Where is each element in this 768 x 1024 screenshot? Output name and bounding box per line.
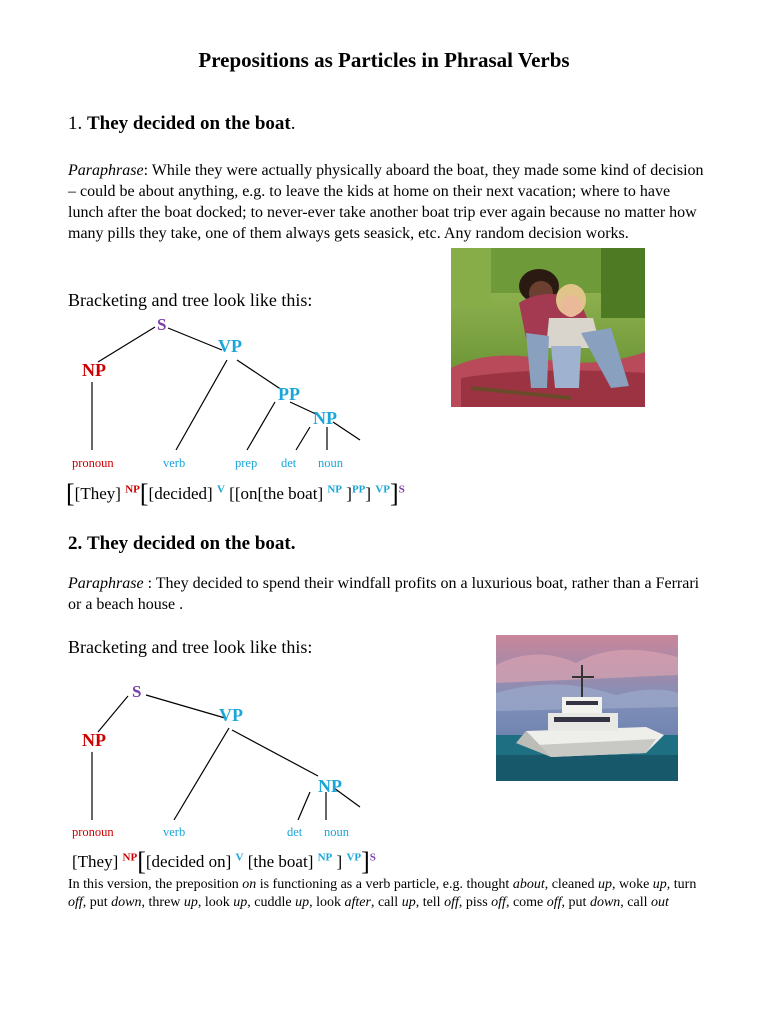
bracket-they: [They] <box>72 852 119 871</box>
particle-note <box>68 876 704 912</box>
note-particle: off <box>444 895 459 910</box>
page-title: Prepositions as Particles in Phrasal Verbs <box>198 48 570 72</box>
leaf-noun: noun <box>318 456 343 470</box>
example-2-paraphrase <box>68 573 704 615</box>
note-particle: off <box>491 895 506 910</box>
leaf-det: det <box>287 825 303 839</box>
note-particle: up <box>183 895 198 910</box>
branch-vp-pp <box>237 360 282 390</box>
note-text: , turn <box>666 877 697 892</box>
branch-s-vp <box>168 328 222 350</box>
note-text: , call <box>620 895 651 910</box>
branch-s-np <box>98 327 155 362</box>
label-vp: VP <box>375 483 390 496</box>
note-text: , call <box>370 895 402 910</box>
example-1-heading <box>68 113 296 135</box>
leaf-pronoun: pronoun <box>72 456 114 470</box>
syntax-tree-1 <box>0 310 768 470</box>
example-1-paraphrase <box>68 160 704 244</box>
note-particle: down <box>589 895 621 910</box>
note-particle: about <box>512 877 545 892</box>
bracket-open: [ <box>137 847 146 876</box>
note-particle: up <box>652 877 667 892</box>
note-particle: up <box>597 877 612 892</box>
bracket-open: [ <box>66 479 75 508</box>
bracketing-1 <box>66 478 405 508</box>
example-1-sentence: They decided on the boat <box>87 113 291 134</box>
node-s: S <box>157 315 167 334</box>
label-s: S <box>369 851 376 864</box>
label-vp: VP <box>346 851 362 864</box>
branch-s-vp <box>146 695 225 718</box>
example-2-lead: Bracketing and tree look like this: <box>68 637 313 657</box>
paraphrase-text: : They decided to spend their windfall profits on a luxurious boat, rather than a Ferrari or a beach house . <box>68 575 700 613</box>
label-pp: PP <box>351 483 366 496</box>
branch-vp-verb <box>176 360 227 450</box>
node-np-object: NP <box>313 408 337 428</box>
note-text: , cuddle <box>247 895 296 910</box>
node-vp: VP <box>218 336 242 356</box>
note-text: is functioning as a verb particle, e.g. thought <box>256 877 513 892</box>
bracket-open: [ <box>139 479 149 508</box>
branch-np-det <box>298 792 310 820</box>
bracket-decided: [decided] <box>148 484 213 503</box>
node-np: NP <box>82 730 106 750</box>
node-s: S <box>132 682 142 701</box>
note-text: In this version, the preposition <box>68 877 243 892</box>
leaf-verb: verb <box>163 825 186 839</box>
branch-np-det <box>296 427 310 450</box>
label-v: V <box>235 851 244 864</box>
label-np: NP <box>317 851 333 864</box>
leaf-det: det <box>281 456 297 470</box>
note-particle: after <box>344 895 371 910</box>
bracket-close: ] <box>390 479 399 508</box>
paraphrase-label: Paraphrase <box>68 575 144 592</box>
note-particle: up <box>295 895 310 910</box>
note-particle: up <box>401 895 416 910</box>
branch-np-extra <box>333 422 360 440</box>
paraphrase-text: : While they were actually physically aboard the boat, they made some kind of decision – could be about anything, e.g. to leave the kids at home on their next vacation; where to have lunch after the boat docked; to never-ever take another boat trip ever again because no matter how many pills they take, one of them always gets seasick, etc. Any random decision works. <box>68 162 704 242</box>
note-text: , look <box>197 895 234 910</box>
node-np: NP <box>82 360 106 380</box>
note-text: , put <box>561 895 590 910</box>
syntax-tree-2 <box>0 680 768 840</box>
note-text: , piss <box>458 895 492 910</box>
example-1-period: . <box>290 113 296 134</box>
branch-vp-verb <box>174 728 229 820</box>
bracket-close: ] <box>365 484 372 503</box>
branch-s-np <box>98 696 128 732</box>
leaf-prep: prep <box>235 456 258 470</box>
note-particle: off <box>68 895 83 910</box>
note-text: , tell <box>415 895 445 910</box>
note-text: , threw <box>141 895 184 910</box>
example-2-number: 2. <box>68 533 83 554</box>
note-text: , woke <box>611 877 653 892</box>
note-particle: out <box>651 895 669 910</box>
label-s: S <box>398 483 405 496</box>
example-1-lead: Bracketing and tree look like this: <box>68 290 313 310</box>
bracket-close: ] <box>361 847 370 876</box>
paraphrase-label: Paraphrase <box>68 162 144 179</box>
label-np: NP <box>125 483 140 496</box>
note-text: , cleaned <box>544 877 598 892</box>
note-text: , put <box>82 895 112 910</box>
note-particle: on <box>242 877 257 892</box>
leaf-noun: noun <box>324 825 349 839</box>
node-vp: VP <box>219 705 243 725</box>
node-pp: PP <box>278 384 300 404</box>
note-text: , look <box>309 895 345 910</box>
bracketing-2 <box>72 846 376 876</box>
label-np: NP <box>327 483 343 496</box>
note-text: , come <box>505 895 547 910</box>
example-2-sentence: They decided on the boat. <box>87 533 296 554</box>
leaf-pronoun: pronoun <box>72 825 114 839</box>
label-np: NP <box>122 851 138 864</box>
label-v: V <box>216 483 225 496</box>
note-particle: off <box>546 895 562 910</box>
example-1-number: 1. <box>68 113 83 134</box>
bracket-close: ] <box>346 484 352 503</box>
bracket-on-the-boat: [[on[the boat] <box>229 484 324 503</box>
node-np-object: NP <box>318 776 342 796</box>
branch-pp-prep <box>247 402 275 450</box>
bracket-decided-on: [decided on] <box>145 852 232 871</box>
bracket-close: ] <box>336 852 343 871</box>
example-2-heading <box>68 533 296 555</box>
branch-vp-np <box>232 730 318 776</box>
note-particle: down <box>111 895 142 910</box>
bracket-they: [They] <box>74 484 121 503</box>
bracket-the-boat: [the boat] <box>247 852 314 871</box>
leaf-verb: verb <box>163 456 186 470</box>
note-particle: up <box>233 895 248 910</box>
